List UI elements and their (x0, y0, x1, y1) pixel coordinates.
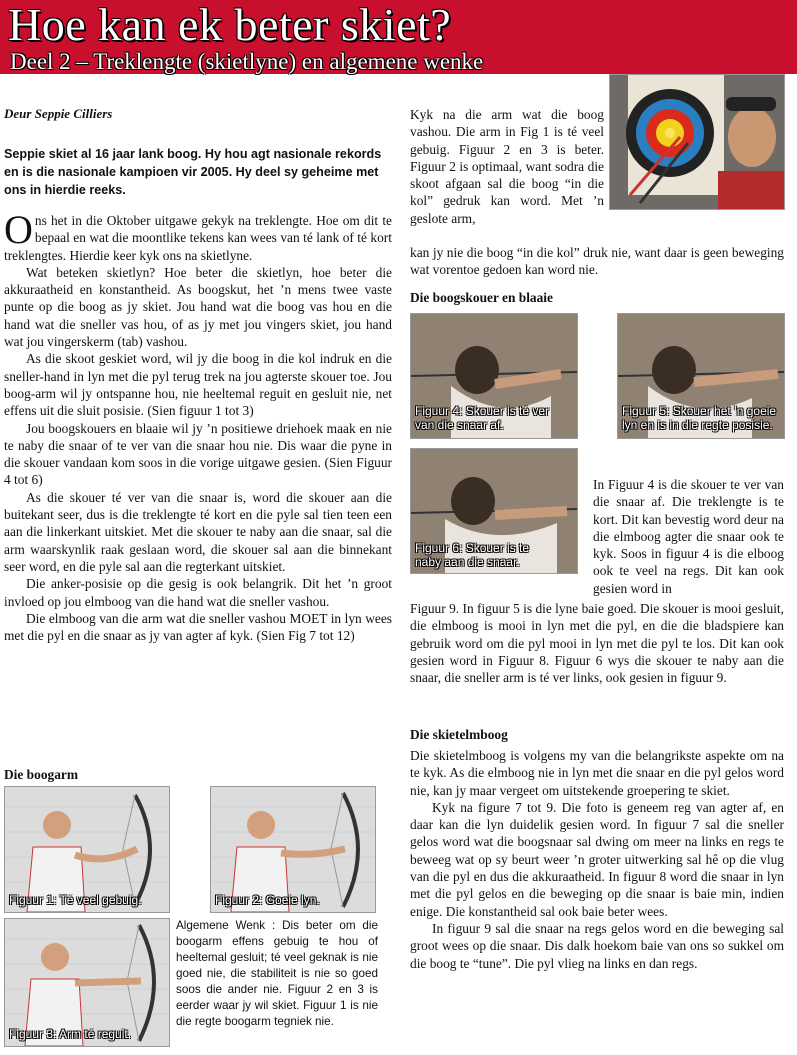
left-column (4, 207, 392, 644)
page-subtitle: Deel 2 – Treklengte (skietlyne) en algemene wenke (10, 49, 484, 74)
paragraph: In Figuur 4 is die skouer te ver van die snaar af. Die treklengte is te kort. Dit kan bevestig word deur na die elmboog agter die snaar ook te kyk. Soos in figuur 4 is die elboog ook te veel na regs. Dit kan ook gesien word in (593, 477, 784, 596)
section-heading-skouer: Die boogskouer en blaaie (410, 290, 553, 305)
paragraph: Figuur 9. In figuur 5 is die lyne baie goed. Die skouer is mooi gesluit, die elmboog is mooi in lyn met die pyl, en die die bladspiere kan gebruik word om die pyl mooi in lyn met die pyl te los. Dit kan ook gesien word in Figuur 8. Figuur 6 wys die skouer te naby aan die snaar, die sneller arm is té ver links, ook gesien in figuur 9. (410, 601, 784, 686)
paragraph: As die skoot geskiet word, wil jy die boog in die kol indruk en die sneller-hand in lyn met die pyl terug trek na jou agterste skouer toe. Jou boog-arm wil jy ontspanne hou, nie heeltemal reguit en gesluit nie, net effens uit die sluit posisie. (Sien figuur 1 tot 3) (4, 351, 392, 419)
section-heading-boogarm: Die boogarm (4, 767, 79, 782)
figure-2-photo (210, 786, 376, 913)
right-column-shoulder-text (593, 476, 784, 597)
right-column-shoulder-cont (410, 600, 784, 686)
figure-caption: Figuur 6: Skouer is te naby aan die snaar. (415, 541, 530, 569)
author-byline: Deur Seppie Cilliers (4, 106, 113, 121)
intro-text: Seppie skiet al 16 jaar lank boog. Hy hou agt nasionale rekords en is die nasionale kampioen vir 2005. Hy deel sy geheime met ons in hierdie reeks. (4, 147, 382, 197)
figure-caption: Figuur 1: Té veel gebuig. (9, 893, 142, 907)
paragraph: Die skietelmboog is volgens my van die belangrikste aspekte om na te kyk. As die elmboog nie in lyn met die snaar en die pyl gelos word nie, kan jy maar vergeet om uitstekende groepering te skiet. (410, 748, 784, 798)
figure-4-photo (410, 313, 578, 439)
paragraph: Jou boogskouers en blaaie wil jy ’n positiewe driehoek maak en nie te naby die snaar of te ver van die snaar hou nie. Dis waar die pyne in die skouer vandaan kom soos in die vorige uitgawe gesien. (Sien Figuur 4 tot 6) (4, 420, 392, 488)
figure-caption: Figuur 5: Skouer het ’n goeie lyn en is in die regte posisie. (622, 404, 777, 432)
paragraph: kan jy nie die boog “in die kol” druk nie, want daar is geen beweging wat vorentoe gedoen kan word nie. (410, 245, 784, 278)
figure-1-photo (4, 786, 170, 913)
section-heading-skietelmboog: Die skietelmboog (410, 727, 508, 742)
paragraph: As die skouer té ver van die snaar is, word die skouer aan die buitekant seer, dus is die treklengte té kort en die pyle sal tien teen een aan die linkerkant uitskiet. Met die skouer te naby aan die snaar, sal die arm waarskynlik raak geslaan word, die skouer sal aan die binnekant seer word, en die pyle sal aan die regterkant uitskiet. (4, 489, 392, 574)
paragraph: Die elmboog van die arm wat die sneller vashou MOET in lyn wees met die pyl en die snaar as jy van agter af kyk. (Sien Fig 7 tot 12) (4, 610, 392, 644)
paragraph: Kyk na figure 7 tot 9. Die foto is geneem reg van agter af, en daar kan die lyn duidelik gesien word. In figuur 7 sal die sneller gelos word wat die boogsnaar sal dwing om meer na links en regs te beweeg wat op sy beurt weer ’n groter uitwerking sal hê op die vlug van die pyl en dus die akkuraatheid. In figuur 8 word die snaar in lyn met die pyl gelos en die beweging op die snaar is baie min, indien enige. Die konstantheid sal ook baie beter wees. (410, 799, 784, 919)
drop-cap: O (4, 207, 33, 252)
paragraph: Die anker-posisie op die gesig is ook belangrik. Dit het ’n groot invloed op jou elmboog van die hand wat die sneller vashou. (4, 576, 392, 609)
right-column-cont (410, 244, 784, 279)
paragraph: In figuur 9 sal die snaar na regs gelos word en die beweging sal groot wees op die snaar. Dis dalk hoekom baie van ons so sukkel om die boog te “tune”. Die pyl vlieg na links en dan regs. (410, 920, 784, 971)
paragraph: Wat beteken skietlyn? Hoe beter die skietlyn, hoe beter die akkuraatheid en konstantheid. As boogskut, het ’n mens twee vaste punte op die boog as jy skiet. Jou hand wat die boog vas hou en die hand wat die sneller vas hou, of as jy met jou vingers skiet, jou hand wat jou vingerskerm (tab) vashou. (4, 264, 392, 350)
general-tip-note: Algemene Wenk : Dis beter om die boogarm effens gebuig te hou of heeltemal gesluit; té veel geknak is nie goed nie, die stabiliteit is nie so goed soos die ander nie. Figuur 2 en 3 is eerder waar jy wil skiet. Figuur 1 is nie die regte boogarm tegniek nie. (176, 919, 378, 1028)
title-banner (0, 0, 797, 74)
paragraph: Kyk na die arm wat die boog vashou. Die arm in Fig 1 is té veel gebuig. Figuur 2 en 3 is beter. Figuur 2 is optimaal, want sodra die skoot afgaan sal die boog “in die kol” gedruk kan word. Met ’n geslote arm, (410, 107, 604, 226)
figure-5-photo (617, 313, 785, 439)
figure-caption: Figuur 2: Goeie lyn. (215, 893, 320, 907)
page-title: Hoe kan ek beter skiet? (8, 0, 452, 50)
figure-3-photo (4, 918, 170, 1047)
figure-caption: Figuur 4: Skouer is té ver van die snaar af. (415, 404, 550, 432)
paragraph: ns het in die Oktober uitgawe gekyk na treklengte. Hoe om dit te bepaal en wat die moontlike tekens kan wees van té lank of té kort treklengtes. Hierdie keer kyk ons na skietlyne. (4, 213, 392, 263)
right-column-bottom (410, 747, 784, 972)
author-photo (609, 74, 785, 210)
right-column-top (410, 106, 604, 227)
figure-6-photo (410, 448, 578, 574)
figure-caption: Figuur 3: Arm té reguit. (9, 1027, 132, 1041)
